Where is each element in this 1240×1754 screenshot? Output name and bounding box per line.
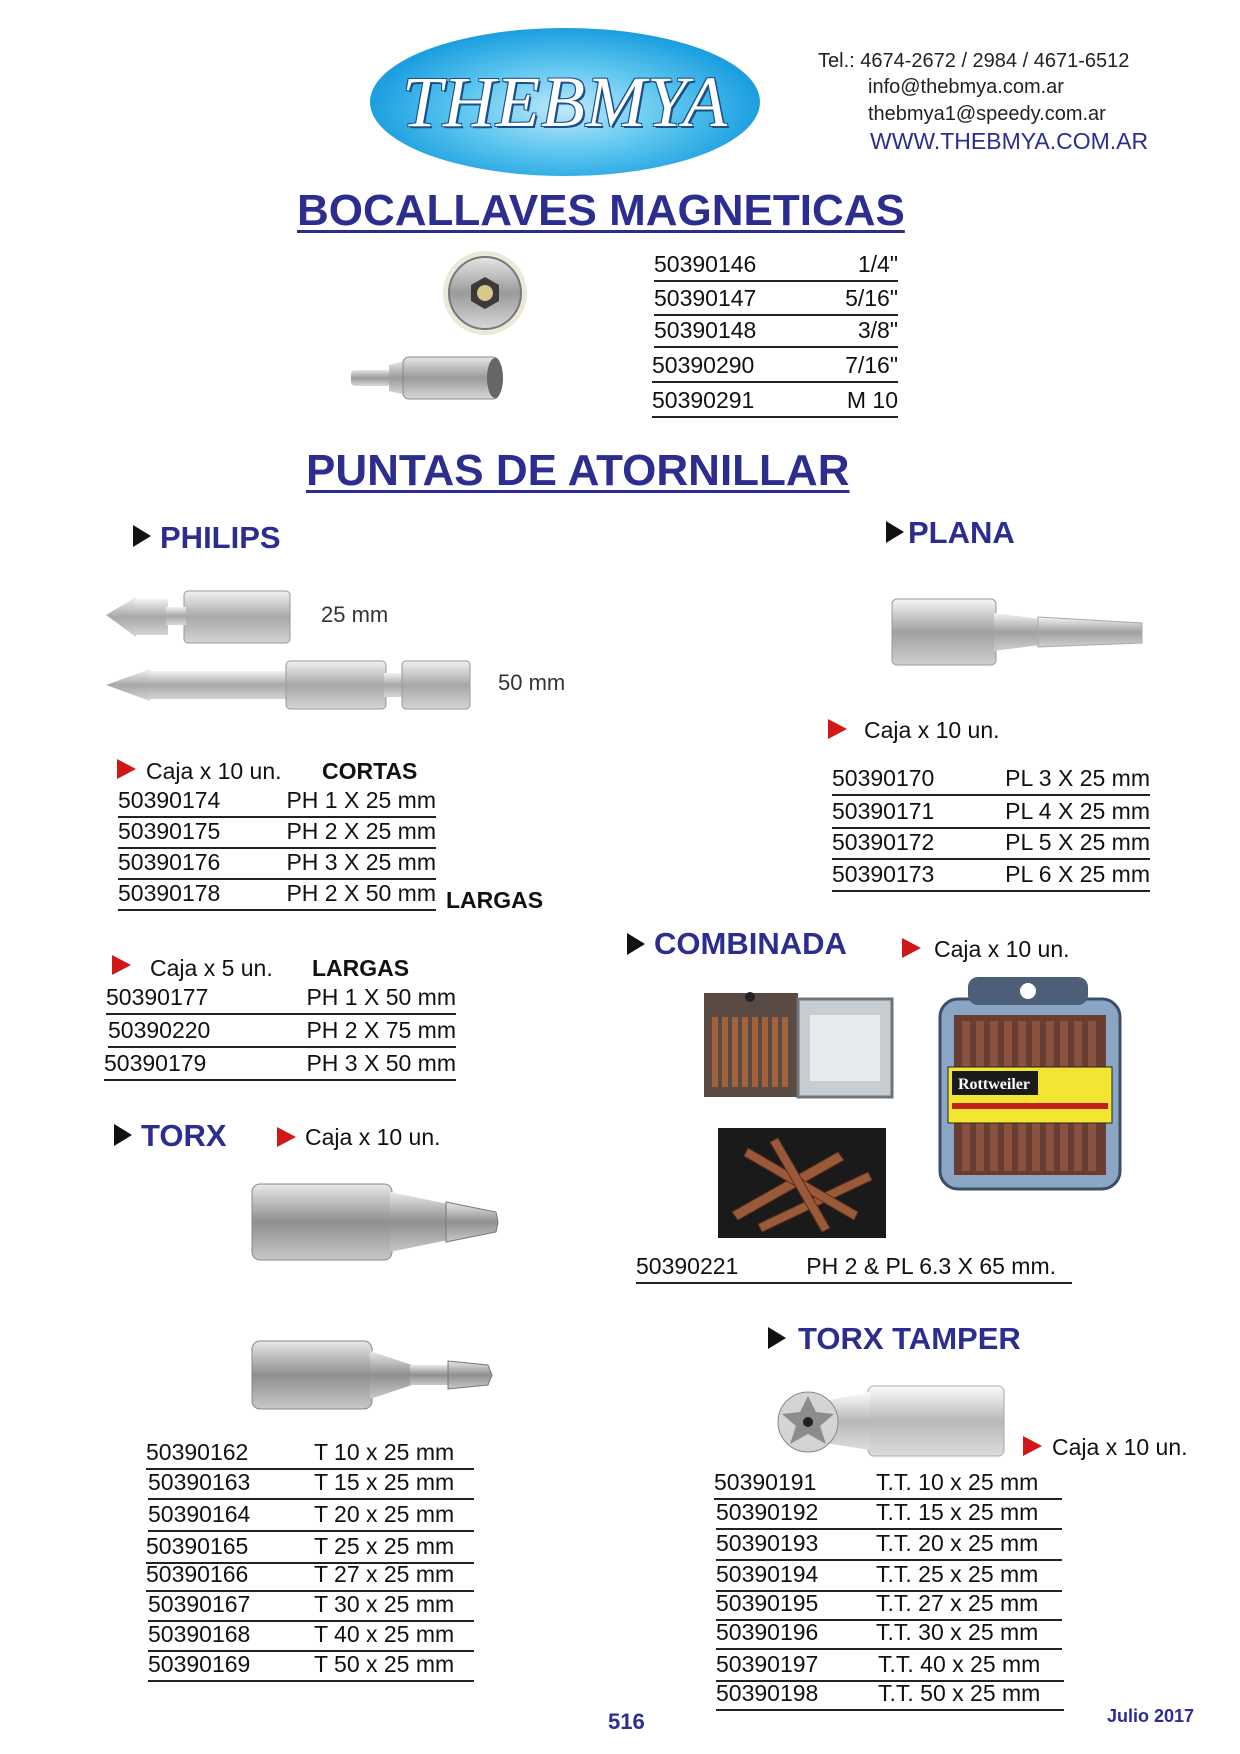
red-arrow-icon	[828, 719, 847, 739]
combinada-title: COMBINADA	[654, 926, 847, 961]
table-row	[716, 1560, 1062, 1592]
product-size: M 10	[846, 387, 898, 413]
philips-cortas-box	[146, 758, 282, 785]
table-row	[118, 786, 436, 818]
product-desc: T.T. 40 x 25 mm	[878, 1651, 1041, 1677]
table-row	[636, 1252, 1072, 1284]
table-row	[832, 828, 1150, 860]
table-row	[148, 1620, 474, 1652]
product-code: 50390192	[716, 1499, 819, 1525]
product-code: 50390198	[716, 1680, 819, 1706]
product-code: 50390165	[146, 1533, 249, 1559]
product-desc: T 20 x 25 mm	[314, 1501, 455, 1527]
table-row	[832, 797, 1150, 829]
product-desc: PH 2 X 25 mm	[286, 818, 436, 844]
product-code: 50390163	[148, 1469, 251, 1495]
phone-numbers: Tel.: 4674-2672 / 2984 / 4671-6512	[818, 50, 1130, 72]
logo-text: THEBMYA	[402, 61, 728, 142]
puntas-title: PUNTAS DE ATORNILLAR	[306, 446, 850, 495]
arrow-right-icon	[627, 933, 645, 955]
product-code: 50390173	[832, 861, 935, 887]
product-code: 50390164	[148, 1501, 251, 1527]
largas-label: LARGAS	[312, 955, 410, 981]
torx-box: Caja x 10 un.	[305, 1124, 441, 1150]
box-marker	[828, 719, 847, 744]
philips-heading	[133, 525, 151, 552]
product-desc: T 15 x 25 mm	[314, 1469, 455, 1495]
product-desc: T 10 x 25 mm	[314, 1439, 455, 1465]
table-row	[108, 1016, 456, 1048]
arrow-right-icon	[114, 1124, 132, 1146]
combinada-heading	[627, 933, 645, 960]
table-row	[654, 284, 898, 316]
product-desc: PL 3 X 25 mm	[1005, 765, 1150, 791]
table-row	[716, 1650, 1064, 1682]
product-code: 50390290	[652, 352, 755, 378]
product-code: 50390194	[716, 1561, 819, 1587]
table-row	[716, 1529, 1062, 1561]
philips-largas-box: Caja x 5 un.	[150, 955, 273, 981]
table-row	[146, 1560, 474, 1592]
product-desc: PH 1 X 25 mm	[286, 787, 436, 813]
arrow-right-icon	[886, 521, 904, 543]
catalog-date: Julio 2017	[1107, 1706, 1195, 1726]
table-row	[118, 848, 436, 880]
box-marker	[117, 759, 136, 784]
table-row	[714, 1468, 1062, 1500]
red-arrow-icon	[112, 955, 131, 975]
torx-tamper-box: Caja x 10 un.	[1052, 1434, 1188, 1460]
product-desc: PH 3 X 25 mm	[286, 849, 436, 875]
product-code: 50390291	[652, 387, 755, 413]
length-label-50: 50 mm	[498, 670, 566, 695]
philips-bits-photo	[100, 585, 480, 725]
product-desc: T.T. 50 x 25 mm	[878, 1680, 1041, 1706]
table-row	[104, 1049, 456, 1081]
product-code: 50390175	[118, 818, 221, 844]
table-row	[118, 879, 436, 911]
product-code: 50390177	[106, 984, 209, 1010]
product-desc: T 27 x 25 mm	[314, 1561, 455, 1587]
largas-inline-label: LARGAS	[446, 887, 544, 913]
product-code: 50390221	[636, 1253, 739, 1279]
product-desc: PH 3 X 50 mm	[306, 1050, 456, 1076]
torx-title: TORX	[141, 1118, 227, 1153]
box-marker	[277, 1127, 296, 1152]
pack-brand-label: Rottweiler	[958, 1076, 1030, 1093]
torx-heading	[114, 1124, 132, 1151]
product-desc: T.T. 20 x 25 mm	[876, 1530, 1039, 1556]
red-arrow-icon	[902, 938, 921, 958]
product-size: 5/16"	[845, 285, 898, 311]
product-code: 50390168	[148, 1621, 251, 1647]
table-row	[148, 1650, 474, 1682]
rottweiler-pack-photo	[938, 975, 1122, 1191]
product-size: 7/16"	[845, 352, 898, 378]
product-code: 50390197	[716, 1651, 819, 1677]
table-row	[716, 1618, 1062, 1650]
product-desc: PL 5 X 25 mm	[1005, 829, 1150, 855]
product-code: 50390171	[832, 798, 935, 824]
arrow-right-icon	[133, 525, 151, 547]
box-marker	[1023, 1436, 1042, 1461]
product-code: 50390195	[716, 1590, 819, 1616]
table-row	[716, 1589, 1062, 1621]
product-code: 50390167	[148, 1591, 251, 1617]
table-row	[832, 860, 1150, 892]
torx-bit-photo	[248, 1178, 508, 1268]
product-code: 50390196	[716, 1619, 819, 1645]
arrow-right-icon	[768, 1327, 786, 1349]
table-row	[832, 764, 1150, 796]
table-row	[118, 817, 436, 849]
flat-bit-photo	[890, 595, 1146, 675]
product-desc: T 40 x 25 mm	[314, 1621, 455, 1647]
product-code: 50390191	[714, 1469, 817, 1495]
box-marker	[112, 955, 131, 980]
page-number: 516	[608, 1709, 645, 1734]
cortas-label: CORTAS	[322, 758, 418, 784]
torx-tamper-title: TORX TAMPER	[798, 1321, 1021, 1356]
torx-tamper-heading	[768, 1327, 786, 1354]
box-marker	[902, 938, 921, 963]
email-info[interactable]: info@thebmya.com.ar	[868, 76, 1064, 98]
product-size: 1/4"	[857, 251, 898, 277]
product-code: 50390176	[118, 849, 221, 875]
product-desc: PL 4 X 25 mm	[1005, 798, 1150, 824]
torx-bit-2-photo	[248, 1335, 496, 1415]
combinada-box: Caja x 10 un.	[934, 936, 1070, 962]
red-arrow-icon	[1023, 1436, 1042, 1456]
product-desc: T 30 x 25 mm	[314, 1591, 455, 1617]
product-code: 50390170	[832, 765, 935, 791]
combined-bits-case-photo	[700, 985, 900, 1103]
box-quantity: Caja x 10 un.	[146, 758, 282, 784]
plana-box: Caja x 10 un.	[864, 717, 1000, 743]
website-link[interactable]: WWW.THEBMYA.COM.AR	[870, 128, 1149, 154]
table-row	[652, 351, 898, 383]
product-desc: T 50 x 25 mm	[314, 1651, 455, 1677]
product-desc: T.T. 25 x 25 mm	[876, 1561, 1039, 1587]
torx-tamper-bit-photo	[758, 1378, 1008, 1478]
table-row	[148, 1590, 474, 1622]
table-row	[106, 983, 456, 1015]
product-code: 50390179	[104, 1050, 207, 1076]
product-code: 50390220	[108, 1017, 211, 1043]
product-code: 50390147	[654, 285, 757, 311]
product-desc: T.T. 30 x 25 mm	[876, 1619, 1039, 1645]
table-row	[716, 1498, 1062, 1530]
table-row	[654, 250, 898, 282]
plana-heading	[886, 521, 904, 548]
product-code: 50390166	[146, 1561, 249, 1587]
table-row	[654, 316, 898, 348]
product-code: 50390178	[118, 880, 221, 906]
table-row	[652, 386, 898, 418]
bocallaves-title: BOCALLAVES MAGNETICAS	[297, 186, 905, 235]
red-arrow-icon	[277, 1127, 296, 1147]
product-code: 50390174	[118, 787, 221, 813]
nut-setter-photo	[345, 245, 545, 410]
product-size: 3/8"	[857, 317, 898, 343]
company-logo	[370, 28, 760, 176]
product-code: 50390146	[654, 251, 757, 277]
product-code: 50390193	[716, 1530, 819, 1556]
product-code: 50390169	[148, 1651, 251, 1677]
table-row	[148, 1500, 474, 1532]
product-code: 50390172	[832, 829, 935, 855]
product-desc: PH 1 X 50 mm	[306, 984, 456, 1010]
product-code: 50390148	[654, 317, 757, 343]
product-desc: PH 2 & PL 6.3 X 65 mm.	[806, 1253, 1056, 1279]
table-row	[148, 1468, 474, 1500]
product-desc: PH 2 X 75 mm	[306, 1017, 456, 1043]
red-arrow-icon	[117, 759, 136, 779]
product-desc: T 25 x 25 mm	[314, 1533, 455, 1559]
combined-bits-loose-photo	[718, 1128, 886, 1238]
product-desc: T.T. 10 x 25 mm	[876, 1469, 1039, 1495]
email-speedy[interactable]: thebmya1@speedy.com.ar	[868, 103, 1106, 125]
product-desc: T.T. 15 x 25 mm	[876, 1499, 1039, 1525]
product-desc: PL 6 X 25 mm	[1005, 861, 1150, 887]
plana-title: PLANA	[908, 515, 1015, 550]
length-label-25: 25 mm	[321, 602, 389, 627]
product-code: 50390162	[146, 1439, 249, 1465]
table-row	[716, 1679, 1064, 1711]
product-desc: PH 2 X 50 mm	[286, 880, 436, 906]
table-row	[146, 1438, 474, 1470]
philips-title: PHILIPS	[160, 520, 281, 555]
product-desc: T.T. 27 x 25 mm	[876, 1590, 1039, 1616]
